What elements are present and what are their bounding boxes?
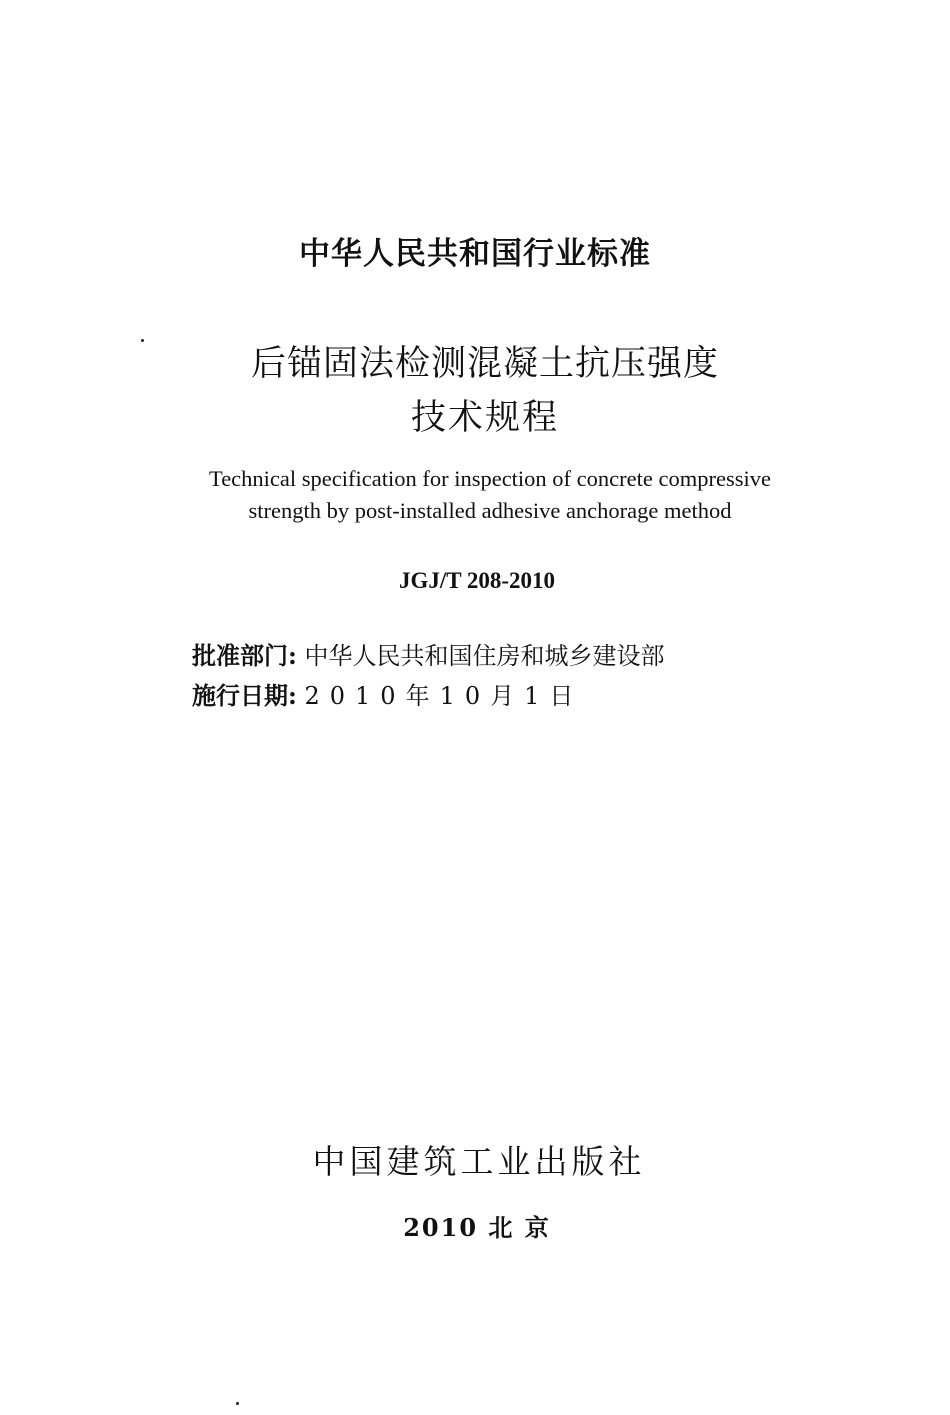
standard-category-header: 中华人民共和国行业标准 <box>299 236 651 272</box>
effective-date-value: 2010年10月1日 <box>304 682 584 710</box>
effective-date-row <box>192 676 583 711</box>
english-title-line-2: strength by post-installed adhesive anchorage method <box>248 498 732 523</box>
english-title-line-1: Technical specification for inspection of concrete compressive <box>209 466 771 491</box>
scan-speck <box>236 1402 239 1405</box>
approval-department-row <box>192 636 665 671</box>
publication-year-place: 2010 北 京 <box>403 1213 551 1242</box>
chinese-title-line-1: 后锚固法检测混凝土抗压强度 <box>250 344 719 384</box>
approval-department-value: 中华人民共和国住房和城乡建设部 <box>304 642 665 670</box>
effective-date-label: 施行日期: <box>192 681 297 710</box>
approval-department-label: 批准部门: <box>192 641 297 670</box>
scan-speck <box>141 339 144 342</box>
publisher-name: 中国建筑工业出版社 <box>312 1142 646 1181</box>
standard-code: JGJ/T 208-2010 <box>398 568 556 593</box>
chinese-title-line-2: 技术规程 <box>410 398 559 438</box>
